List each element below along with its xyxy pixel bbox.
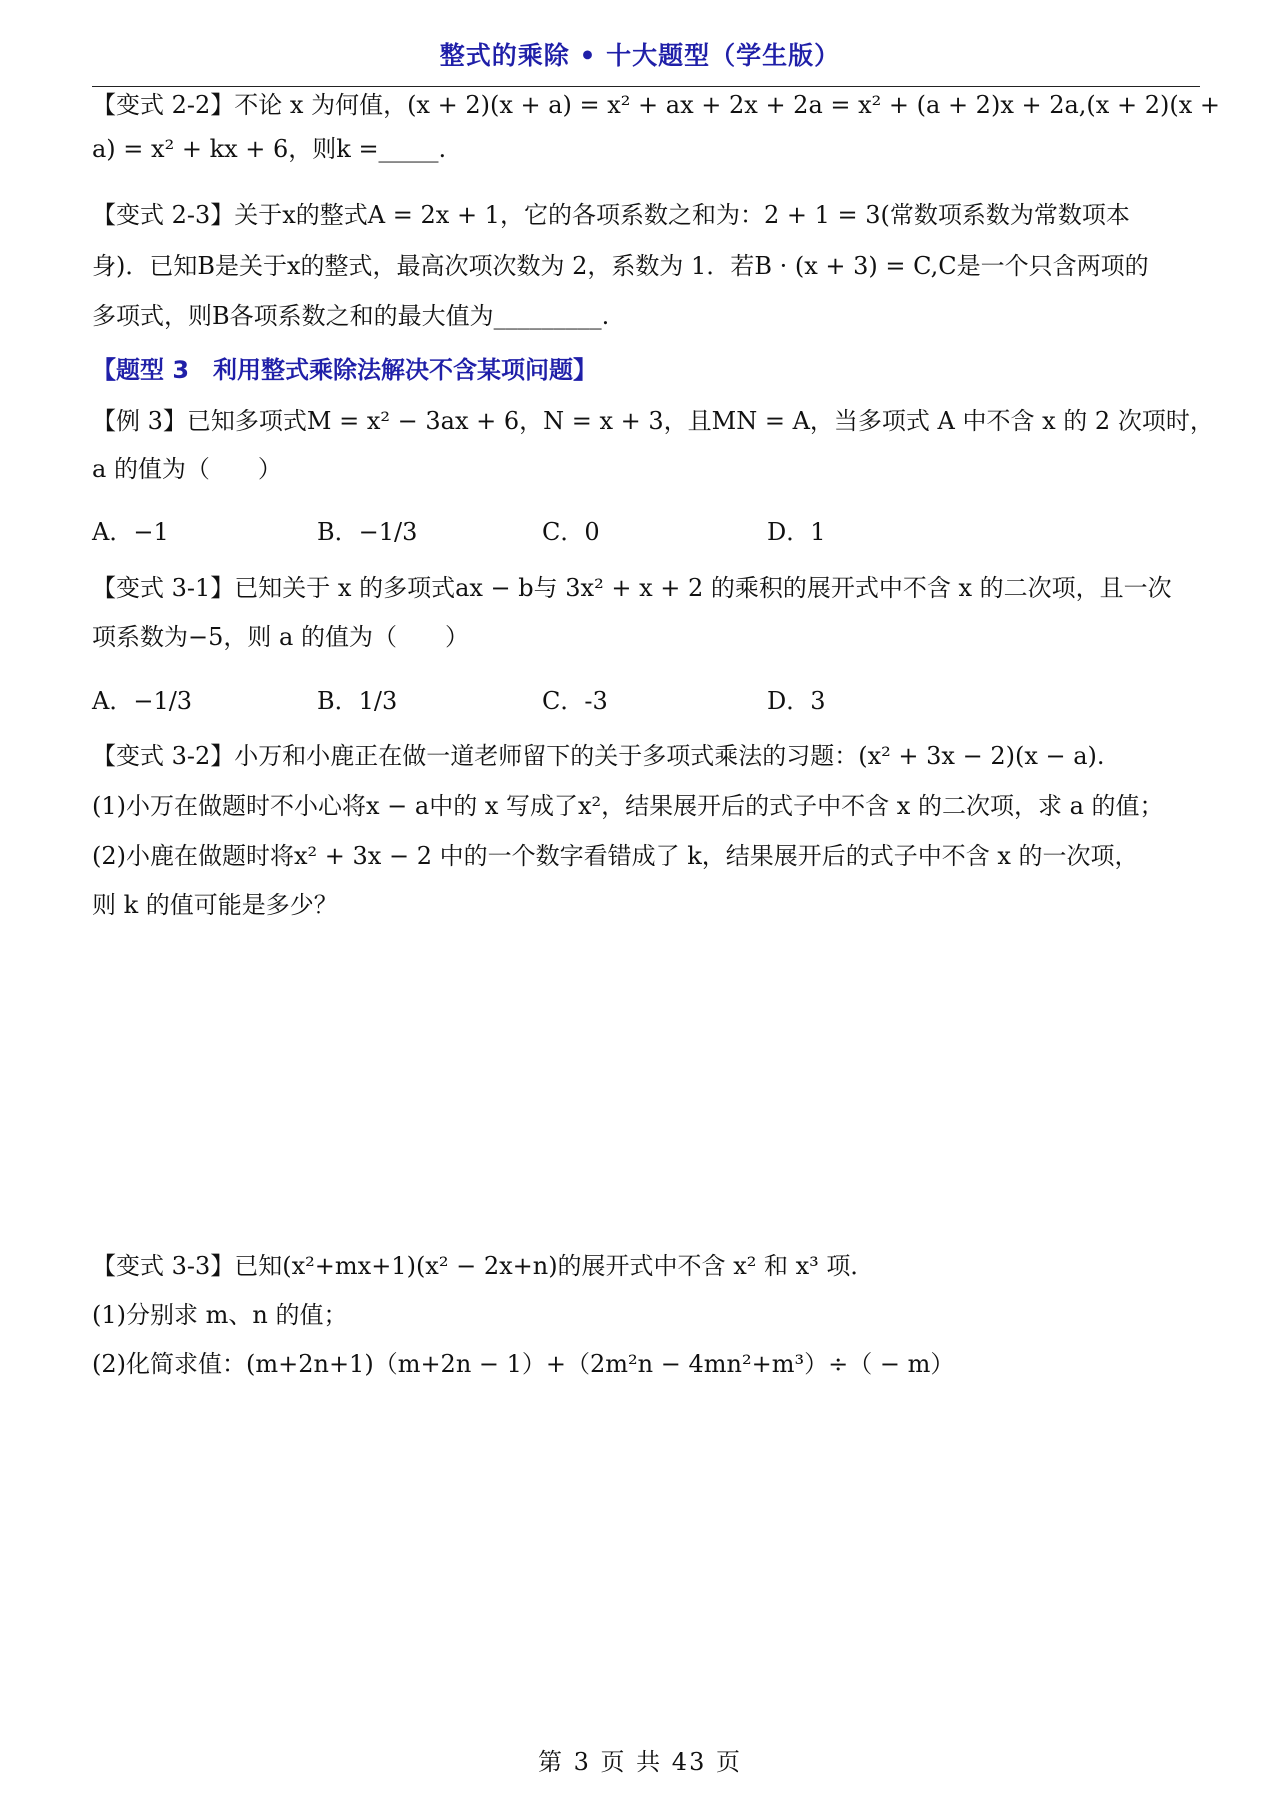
example-3-line-1: 【例 3】已知多项式M = x² − 3ax + 6，N = x + 3，且MN = A，当多项式 A 中不含 x 的 2 次项时， — [92, 407, 1214, 435]
page-header-title: 整式的乘除 • 十大题型（学生版） — [439, 41, 841, 70]
page-footer-number: 第 3 页 共 43 页 — [538, 1748, 742, 1776]
variant-3-1-line-2: 项系数为−5，则 a 的值为（ ） — [92, 623, 469, 651]
example-3-option-b: B．−1/3 — [317, 518, 418, 546]
example-3-line-2: a 的值为（ ） — [92, 455, 282, 483]
example-3-option-c: C．0 — [542, 518, 600, 546]
variant-2-2-line-2: a) = x² + kx + 6，则k =_____. — [92, 135, 447, 163]
variant-3-2-part-1: (1)小万在做题时不小心将x − a中的 x 写成了x²，结果展开后的式子中不含 x 的二次项，求 a 的值； — [92, 792, 1164, 820]
variant-3-1-line-1: 【变式 3-1】已知关于 x 的多项式ax − b与 3x² + x + 2 的乘积的展开式中不含 x 的二次项，且一次 — [92, 574, 1172, 602]
variant-3-1-option-c: C．-3 — [542, 687, 608, 715]
example-3-option-d: D．1 — [767, 518, 826, 546]
variant-3-1-option-b: B．1/3 — [317, 687, 398, 715]
header-divider — [92, 86, 1200, 87]
section-heading-type-3: 【题型 3 利用整式乘除法解决不含某项问题】 — [92, 356, 598, 384]
variant-3-1-option-d: D．3 — [767, 687, 826, 715]
example-3-option-a: A．−1 — [92, 518, 169, 546]
variant-2-3-line-3: 多项式，则B各项系数之和的最大值为_________. — [92, 302, 610, 330]
example-3-options — [92, 512, 1202, 552]
variant-3-2-part-2-cont: 则 k 的值可能是多少？ — [92, 891, 338, 919]
variant-3-1-option-a: A．−1/3 — [92, 687, 193, 715]
variant-3-3-line-1: 【变式 3-3】已知(x²+mx+1)(x² − 2x+n)的展开式中不含 x² 和 x³ 项． — [92, 1252, 875, 1280]
variant-3-2-line-1: 【变式 3-2】小万和小鹿正在做一道老师留下的关于多项式乘法的习题：(x² + 3x − 2)(x − a). — [92, 742, 1105, 770]
variant-2-3-line-1: 【变式 2-3】关于x的整式A = 2x + 1，它的各项系数之和为：2 + 1 = 3(常数项系数为常数项本 — [92, 201, 1130, 229]
variant-3-3-part-1: (1)分别求 m、n 的值； — [92, 1301, 348, 1329]
variant-2-2-line-1: 【变式 2-2】不论 x 为何值，(x + 2)(x + a) = x² + ax + 2x + 2a = x² + (a + 2)x + 2a,(x + 2)(x + — [92, 91, 1220, 119]
variant-3-2-part-2: (2)小鹿在做题时将x² + 3x − 2 中的一个数字看错成了 k，结果展开后的式子中不含 x 的一次项， — [92, 842, 1139, 870]
variant-3-3-part-2: (2)化简求值：(m+2n+1)（m+2n − 1）+（2m²n − 4mn²+m³）÷（ − m） — [92, 1350, 955, 1378]
variant-3-1-options — [92, 681, 1202, 721]
variant-2-3-line-2: 身)．已知B是关于x的整式，最高次项次数为 2，系数为 1．若B · (x + 3) = C,C是一个只含两项的 — [92, 252, 1149, 280]
